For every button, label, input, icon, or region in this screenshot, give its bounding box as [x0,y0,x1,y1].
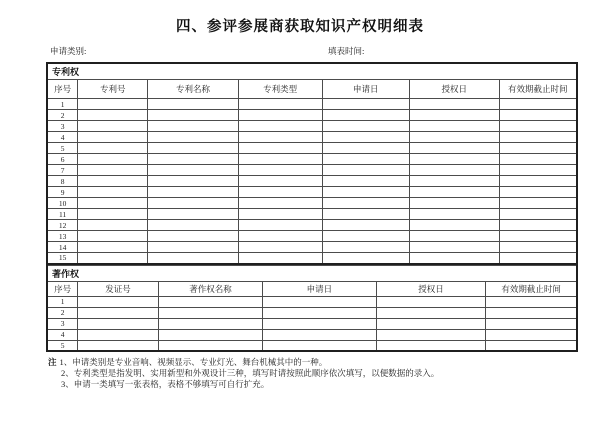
empty-cell [409,143,499,154]
empty-cell [148,143,239,154]
empty-cell [78,165,148,176]
note-line [48,357,568,368]
patent-header-row [47,80,577,99]
empty-cell [499,132,577,143]
table-row [47,209,577,220]
tables-container [46,62,578,352]
table-row [47,187,577,198]
empty-cell [238,132,322,143]
empty-cell [499,209,577,220]
empty-cell [148,121,239,132]
empty-cell [78,209,148,220]
empty-cell [78,231,148,242]
empty-cell [148,176,239,187]
empty-cell [148,99,239,110]
empty-cell [322,198,409,209]
empty-cell [158,318,262,329]
column-header: 发证号 [78,281,159,296]
empty-cell [409,110,499,121]
empty-cell [409,132,499,143]
copyright-section-title: 著作权 [47,265,577,281]
row-number: 1 [47,296,78,307]
empty-cell [499,121,577,132]
column-header: 专利类型 [238,80,322,99]
table-row [47,198,577,209]
empty-cell [376,296,486,307]
empty-cell [78,318,159,329]
empty-cell [409,187,499,198]
application-category-label: 申请类别: [50,46,87,56]
table-row [47,307,577,318]
column-header: 申请日 [263,281,376,296]
empty-cell [322,187,409,198]
row-number: 2 [47,110,78,121]
empty-cell [376,340,486,351]
empty-cell [322,242,409,253]
empty-cell [148,110,239,121]
empty-cell [78,143,148,154]
empty-cell [238,242,322,253]
row-number: 8 [47,176,78,187]
empty-cell [322,143,409,154]
empty-cell [263,296,376,307]
fill-date-label: 填表时间: [328,46,365,56]
empty-cell [499,110,577,121]
row-number: 13 [47,231,78,242]
table-row [47,132,577,143]
empty-cell [78,187,148,198]
row-number: 5 [47,143,78,154]
table-row [47,165,577,176]
column-header: 专利名称 [148,80,239,99]
patent-rights-table [46,62,578,265]
empty-cell [322,154,409,165]
empty-cell [78,340,159,351]
row-number: 3 [47,318,78,329]
empty-cell [263,340,376,351]
empty-cell [238,154,322,165]
empty-cell [409,99,499,110]
empty-cell [499,253,577,264]
empty-cell [158,340,262,351]
empty-cell [263,329,376,340]
empty-cell [148,165,239,176]
patent-section-band [47,63,577,80]
table-row [47,231,577,242]
table-row [47,329,577,340]
empty-cell [238,187,322,198]
empty-cell [238,121,322,132]
empty-cell [78,121,148,132]
empty-cell [322,220,409,231]
empty-cell [78,307,159,318]
empty-cell [499,154,577,165]
empty-cell [499,187,577,198]
empty-cell [238,110,322,121]
note-text: 3、申请一类填写一张表格，表格不够填写可自行扩充。 [61,379,270,389]
table-row [47,176,577,187]
empty-cell [409,253,499,264]
empty-cell [238,220,322,231]
empty-cell [238,198,322,209]
patent-rows [47,99,577,264]
empty-cell [148,209,239,220]
table-row [47,99,577,110]
empty-cell [148,132,239,143]
empty-cell [499,143,577,154]
empty-cell [486,307,577,318]
empty-cell [322,110,409,121]
empty-cell [486,329,577,340]
table-row [47,253,577,264]
empty-cell [78,220,148,231]
empty-cell [78,296,159,307]
empty-cell [499,176,577,187]
meta-row [46,45,578,57]
note-line [48,379,568,390]
column-header: 序号 [47,281,78,296]
empty-cell [238,253,322,264]
empty-cell [322,99,409,110]
empty-cell [148,187,239,198]
row-number: 2 [47,307,78,318]
copyright-rows [47,296,577,351]
row-number: 4 [47,132,78,143]
column-header: 著作权名称 [158,281,262,296]
empty-cell [409,209,499,220]
row-number: 12 [47,220,78,231]
empty-cell [409,198,499,209]
empty-cell [322,253,409,264]
empty-cell [322,121,409,132]
empty-cell [238,143,322,154]
empty-cell [263,307,376,318]
table-row [47,318,577,329]
empty-cell [499,198,577,209]
page-title: 四、参评参展商获取知识产权明细表 [176,19,424,35]
column-header: 序号 [47,80,78,99]
document-page [0,15,600,424]
empty-cell [499,165,577,176]
column-header: 授权日 [376,281,486,296]
empty-cell [78,99,148,110]
note-line [48,368,568,379]
empty-cell [376,329,486,340]
empty-cell [376,307,486,318]
empty-cell [238,231,322,242]
empty-cell [78,110,148,121]
empty-cell [158,296,262,307]
empty-cell [148,242,239,253]
row-number: 10 [47,198,78,209]
table-row [47,220,577,231]
note-text: 2、专利类型是指发明、实用新型和外观设计三种，填写时请按照此顺序依次填写，以便数据的录入。 [61,368,440,378]
empty-cell [238,165,322,176]
patent-section-title: 专利权 [47,63,577,80]
empty-cell [499,242,577,253]
column-header: 授权日 [409,80,499,99]
empty-cell [78,253,148,264]
empty-cell [78,198,148,209]
empty-cell [322,132,409,143]
row-number: 9 [47,187,78,198]
empty-cell [78,242,148,253]
empty-cell [409,220,499,231]
empty-cell [409,176,499,187]
empty-cell [148,198,239,209]
column-header: 专利号 [78,80,148,99]
empty-cell [238,209,322,220]
empty-cell [158,329,262,340]
copyright-section-band [47,265,577,281]
empty-cell [148,154,239,165]
row-number: 1 [47,99,78,110]
note-text: 1、申请类别是专业音响、视频显示、专业灯光、舞台机械其中的一种。 [59,357,328,367]
empty-cell [499,99,577,110]
empty-cell [409,242,499,253]
column-header: 有效期截止时间 [486,281,577,296]
row-number: 14 [47,242,78,253]
row-number: 15 [47,253,78,264]
notes-label: 注 [48,357,57,367]
empty-cell [322,209,409,220]
empty-cell [409,154,499,165]
row-number: 4 [47,329,78,340]
empty-cell [376,318,486,329]
empty-cell [322,231,409,242]
empty-cell [78,132,148,143]
empty-cell [148,253,239,264]
empty-cell [238,176,322,187]
row-number: 5 [47,340,78,351]
empty-cell [148,220,239,231]
column-header: 有效期截止时间 [499,80,577,99]
table-row [47,121,577,132]
empty-cell [409,231,499,242]
copyright-header-row [47,281,577,296]
empty-cell [158,307,262,318]
empty-cell [486,296,577,307]
row-number: 11 [47,209,78,220]
empty-cell [263,318,376,329]
empty-cell [148,231,239,242]
row-number: 3 [47,121,78,132]
row-number: 6 [47,154,78,165]
empty-cell [409,121,499,132]
empty-cell [499,220,577,231]
table-row [47,143,577,154]
empty-cell [486,340,577,351]
copyright-table [46,265,578,353]
column-header: 申请日 [322,80,409,99]
table-row [47,340,577,351]
empty-cell [409,165,499,176]
empty-cell [322,176,409,187]
table-row [47,242,577,253]
table-row [47,154,577,165]
empty-cell [78,154,148,165]
empty-cell [322,165,409,176]
row-number: 7 [47,165,78,176]
empty-cell [238,99,322,110]
empty-cell [499,231,577,242]
empty-cell [486,318,577,329]
empty-cell [78,329,159,340]
notes-section [48,357,568,390]
table-row [47,110,577,121]
table-row [47,296,577,307]
empty-cell [78,176,148,187]
